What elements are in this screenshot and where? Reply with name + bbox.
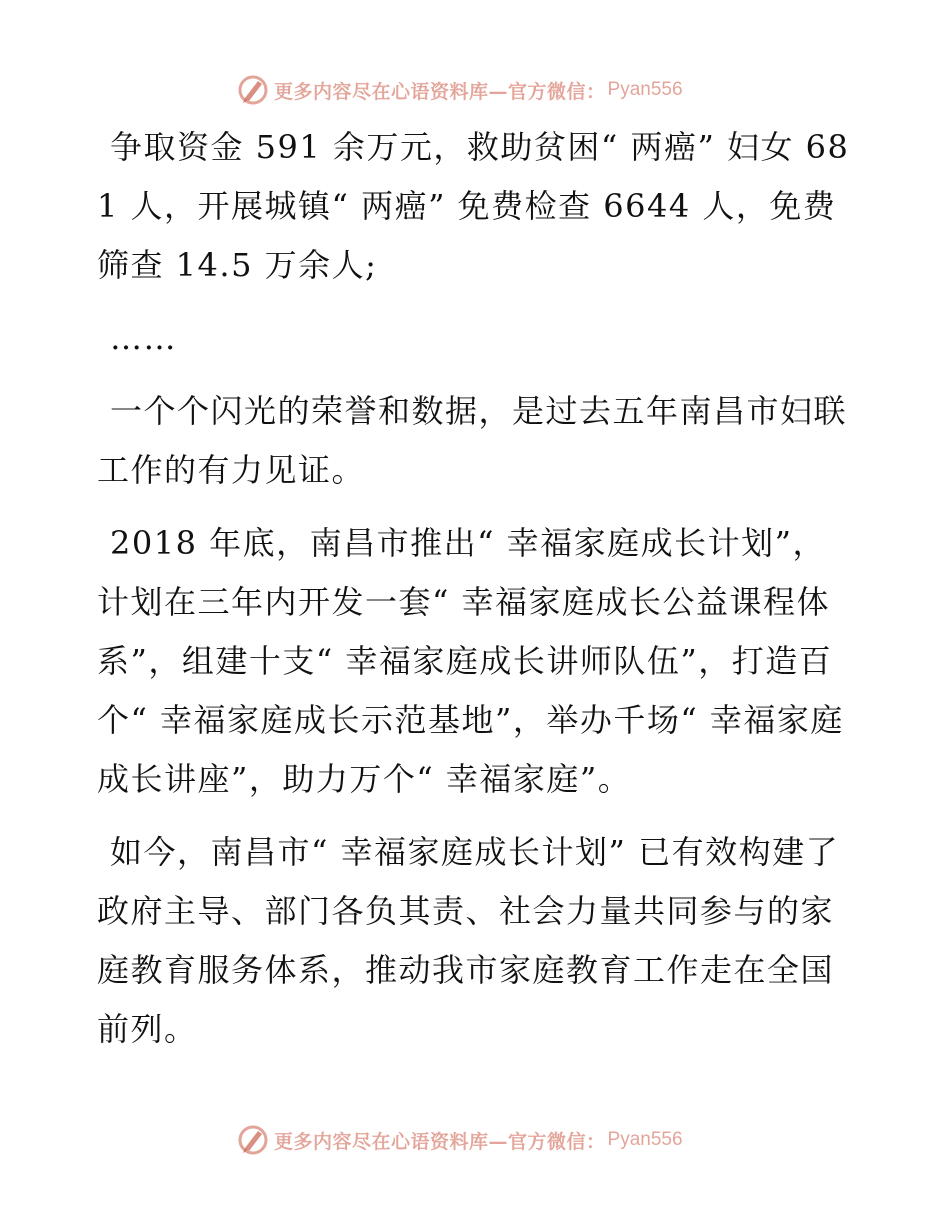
pen-logo-icon xyxy=(236,73,270,107)
header-watermark xyxy=(236,72,683,108)
pen-logo-icon xyxy=(236,1123,270,1157)
document-body xyxy=(97,118,857,1073)
watermark-text: 更多内容尽在心语资料库—官方微信： xyxy=(274,80,606,103)
paragraph-service-system: 如今，南昌市“ 幸福家庭成长计划” 已有效构建了政府主导、部门各负其责、社会力量共同参与的家庭教育服务体系，推动我市家庭教育工作走在全国前列。 xyxy=(97,833,840,1048)
paragraph-growth-plan: 2018 年底，南昌市推出“ 幸福家庭成长计划”，计划在三年内开发一套“ 幸福家庭成长公益课程体系”，组建十支“ 幸福家庭成长讲师队伍”，打造百个“ 幸福家庭成长示范基地”，举办千场“ 幸福家庭成长讲座”，助力万个“ 幸福家庭”。 xyxy=(97,524,844,798)
watermark-wechat-id: Pyan556 xyxy=(607,79,683,100)
footer-watermark xyxy=(236,1122,683,1158)
watermark-wechat-id: Pyan556 xyxy=(607,1129,683,1150)
paragraph-funding: 争取资金 591 余万元，救助贫困“ 两癌” 妇女 681 人，开展城镇“ 两癌” 免费检查 6644 人，免费筛查 14.5 万余人; xyxy=(97,128,850,284)
paragraph-honors: 一个个闪光的荣誉和数据，是过去五年南昌市妇联工作的有力见证。 xyxy=(97,392,848,489)
watermark-text: 更多内容尽在心语资料库—官方微信： xyxy=(274,1130,606,1153)
paragraph-ellipsis: …… xyxy=(110,319,177,357)
